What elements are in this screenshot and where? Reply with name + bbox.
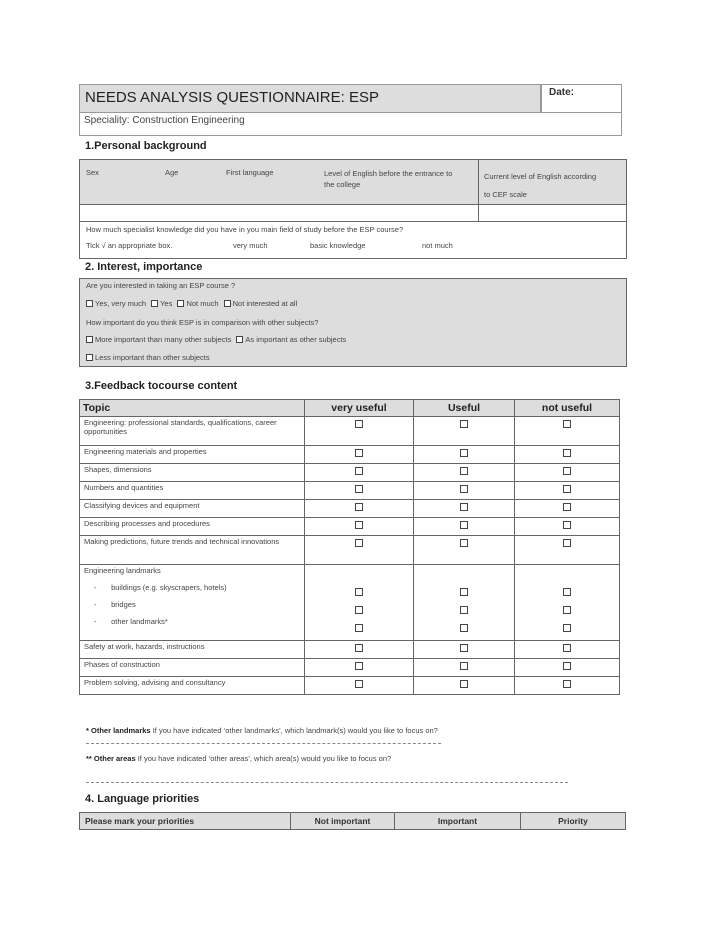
landmark-bridges: bridges xyxy=(111,600,136,609)
checkbox[interactable] xyxy=(355,449,363,457)
checkbox[interactable] xyxy=(563,644,571,652)
checkbox[interactable] xyxy=(563,467,571,475)
opt-yes-very-much: Yes, very much xyxy=(95,299,146,308)
table-row xyxy=(80,536,620,565)
option-not-much[interactable]: not much xyxy=(422,241,453,250)
checkbox[interactable] xyxy=(563,485,571,493)
checkbox[interactable] xyxy=(355,588,363,596)
checkbox[interactable] xyxy=(460,521,468,529)
checkbox[interactable] xyxy=(563,449,571,457)
topic-cell: Numbers and quantities xyxy=(80,482,305,500)
landmarks-cell xyxy=(80,565,305,641)
topic-cell: Describing processes and procedures xyxy=(80,518,305,536)
checkbox[interactable] xyxy=(563,624,571,632)
checkbox[interactable] xyxy=(355,680,363,688)
importance-options-2 xyxy=(86,353,210,362)
checkbox[interactable] xyxy=(355,606,363,614)
checkbox[interactable] xyxy=(355,467,363,475)
checkbox[interactable] xyxy=(460,680,468,688)
checkbox[interactable] xyxy=(460,644,468,652)
checkbox[interactable] xyxy=(563,503,571,511)
importance-options-1 xyxy=(86,335,346,344)
topic-cell: Engineering: professional standards, qualifications, career opportunities xyxy=(80,417,305,446)
col-level-before: Level of English before the entrance to the college xyxy=(324,169,453,189)
checkbox[interactable] xyxy=(460,449,468,457)
checkbox[interactable] xyxy=(86,354,93,361)
pb-divider-v xyxy=(478,160,479,222)
answer-line[interactable] xyxy=(86,743,441,744)
speciality: Speciality: Construction Engineering xyxy=(84,115,245,126)
checkbox[interactable] xyxy=(563,588,571,596)
note-other-landmarks xyxy=(86,726,438,735)
topic-cell: Engineering materials and properties xyxy=(80,446,305,464)
col-topic: Topic xyxy=(80,400,305,417)
checkbox[interactable] xyxy=(355,420,363,428)
checkbox[interactable] xyxy=(563,521,571,529)
note-text: If you have indicated ‘other landmarks’, which landmark(s) would you like to focus on? xyxy=(150,726,438,735)
date-field[interactable]: Date: xyxy=(549,87,575,98)
language-priorities-table xyxy=(79,812,626,830)
topic-cell: Classifying devices and equipment xyxy=(80,500,305,518)
checkbox[interactable] xyxy=(460,624,468,632)
table-row-landmarks xyxy=(80,565,620,641)
table-row xyxy=(80,677,620,695)
table-row xyxy=(80,500,620,518)
bullet-dot: - xyxy=(94,617,97,626)
table-row xyxy=(80,641,620,659)
note-other-areas xyxy=(86,754,391,763)
col-sex: Sex xyxy=(86,168,99,177)
topic-cell: Problem solving, advising and consultancy xyxy=(80,677,305,695)
topic-cell: Making predictions, future trends and technical innovations xyxy=(80,536,305,565)
page-title: NEEDS ANALYSIS QUESTIONNAIRE: ESP xyxy=(85,89,379,106)
opt-more-important: More important than many other subjects xyxy=(95,335,232,344)
checkbox[interactable] xyxy=(460,485,468,493)
table-header-row xyxy=(80,813,626,830)
importance-question: How important do you think ESP is in comparison with other subjects? xyxy=(86,318,319,327)
col-very-useful: very useful xyxy=(305,400,414,417)
checkbox[interactable] xyxy=(563,420,571,428)
table-row xyxy=(80,659,620,677)
col-age: Age xyxy=(165,168,179,177)
specialist-question: How much specialist knowledge did you have in you main field of study before the ESP course? xyxy=(86,225,404,234)
option-basic-knowledge[interactable]: basic knowledge xyxy=(310,241,366,250)
col-first-language: First language xyxy=(226,168,274,177)
table-row xyxy=(80,482,620,500)
table-row xyxy=(80,446,620,464)
section3-heading: 3.Feedback tocourse content xyxy=(85,380,238,392)
checkbox[interactable] xyxy=(86,336,93,343)
table-header-row xyxy=(80,400,620,417)
feedback-table xyxy=(79,399,620,695)
col-not-important: Not important xyxy=(291,813,395,830)
table-row xyxy=(80,417,620,446)
topic-cell: Shapes, dimensions xyxy=(80,464,305,482)
pb-divider-h1 xyxy=(80,204,626,205)
topic-cell: Phases of construction xyxy=(80,659,305,677)
opt-as-important: As important as other subjects xyxy=(245,335,347,344)
col-useful: Useful xyxy=(414,400,515,417)
landmark-other: other landmarks* xyxy=(111,617,168,626)
opt-not-much: Not much xyxy=(186,299,219,308)
bullet-dot: - xyxy=(94,600,97,609)
opt-less-important: Less important than other subjects xyxy=(95,353,210,362)
checkbox[interactable] xyxy=(460,503,468,511)
section4-heading: 4. Language priorities xyxy=(85,793,200,805)
checkbox[interactable] xyxy=(460,539,468,547)
col-not-useful: not useful xyxy=(515,400,620,417)
opt-not-interested: Not interested at all xyxy=(232,299,298,308)
answer-line[interactable] xyxy=(86,782,568,783)
col-priorities: Please mark your priorities xyxy=(80,813,291,830)
checkbox[interactable] xyxy=(355,485,363,493)
note-text: If you have indicated ‘other areas’, which area(s) would you like to focus on? xyxy=(135,754,392,763)
checkbox[interactable] xyxy=(460,420,468,428)
checkbox[interactable] xyxy=(236,336,243,343)
checkbox[interactable] xyxy=(563,606,571,614)
checkbox[interactable] xyxy=(151,300,158,307)
tick-instruction: Tick √ an appropriate box. xyxy=(86,241,173,250)
checkbox[interactable] xyxy=(355,644,363,652)
note-label: ** Other areas xyxy=(86,754,136,763)
table-row xyxy=(80,464,620,482)
col-priority: Priority xyxy=(521,813,626,830)
checkbox[interactable] xyxy=(355,662,363,670)
checkbox[interactable] xyxy=(177,300,184,307)
interest-question: Are you interested in taking an ESP course ? xyxy=(86,281,236,290)
landmark-buildings: buildings (e.g. skyscrapers, hotels) xyxy=(111,583,227,592)
topic-cell: Safety at work, hazards, instructions xyxy=(80,641,305,659)
table-row xyxy=(80,518,620,536)
checkbox[interactable] xyxy=(86,300,93,307)
pb-divider-h2 xyxy=(80,221,626,222)
checkbox[interactable] xyxy=(224,300,231,307)
checkbox[interactable] xyxy=(563,662,571,670)
bullet-dot: - xyxy=(94,583,97,592)
note-label: * Other landmarks xyxy=(86,726,151,735)
checkbox[interactable] xyxy=(460,467,468,475)
checkbox[interactable] xyxy=(563,680,571,688)
opt-yes: Yes xyxy=(160,299,173,308)
checkbox[interactable] xyxy=(460,662,468,670)
checkbox[interactable] xyxy=(460,606,468,614)
checkbox[interactable] xyxy=(460,588,468,596)
col-important: Important xyxy=(395,813,521,830)
checkbox[interactable] xyxy=(563,539,571,547)
option-very-much[interactable]: very much xyxy=(233,241,268,250)
landmarks-label: Engineering landmarks xyxy=(84,566,161,575)
checkbox[interactable] xyxy=(355,539,363,547)
col-current-level: Current level of English according to CEF scale xyxy=(484,172,597,199)
checkbox[interactable] xyxy=(355,624,363,632)
interest-options xyxy=(86,299,297,308)
checkbox[interactable] xyxy=(355,503,363,511)
checkbox[interactable] xyxy=(355,521,363,529)
section2-heading: 2. Interest, importance xyxy=(85,261,203,273)
section1-heading: 1.Personal background xyxy=(85,140,207,152)
